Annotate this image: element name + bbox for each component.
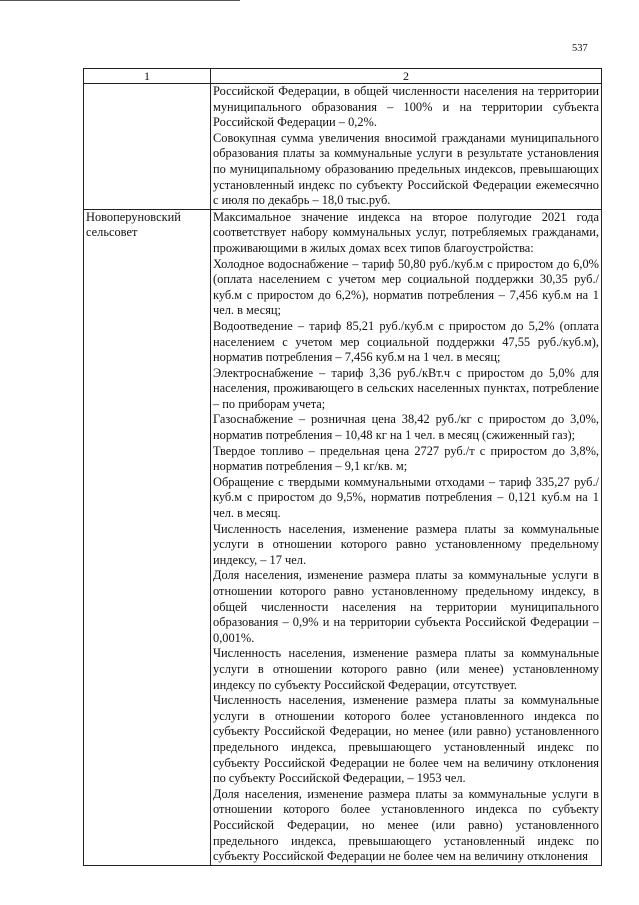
page-number: 537 bbox=[572, 43, 588, 54]
content-table bbox=[83, 68, 602, 866]
paragraph: Максимальное значение индекса на второе полугодие 2021 года соответствует набору коммунальных услуг, потребляемых гражданами, проживающими в жилых домах всех типов благоустройства: bbox=[213, 209, 599, 255]
column-header-1: 1 bbox=[84, 69, 211, 84]
paragraph: Численность населения, изменение размера платы за коммунальные услуги в отношении которого равно установленному предельному индексу, – 17 чел. bbox=[213, 521, 599, 567]
paragraph: Твердое топливо – предельная цена 2727 руб./т с приростом до 3,8%, норматив потребления – 9,1 кг/кв. м; bbox=[213, 443, 599, 474]
paragraph: Численность населения, изменение размера платы за коммунальные услуги в отношении которого равно (или менее) установленному индексу по субъекту Российской Федерации, отсутствует. bbox=[213, 646, 599, 692]
table-header-row bbox=[84, 69, 602, 84]
table-row bbox=[84, 209, 602, 865]
paragraph: Обращение с твердыми коммунальными отходами – тариф 335,27 руб./куб.м с приростом до 9,5%, норматив потребления – 0,121 куб.м на 1 чел. в месяц. bbox=[213, 474, 599, 521]
paragraph: Совокупная сумма увеличения вносимой гражданами муниципального образования платы за коммунальные услуги в результате установления по муниципальному образованию предельных индексов, превышающих установленный индекс по субъекту Российской Федерации ежемесячно с июля по декабрь – 18,0 тыс.руб. bbox=[213, 130, 599, 208]
row-description-cell bbox=[211, 84, 602, 210]
table-row bbox=[84, 84, 602, 210]
paragraph: Водоотведение – тариф 85,21 руб./куб.м с приростом до 5,2% (оплата населением с учетом мер социальной поддержки 47,55 руб./куб.м), норматив потребления – 7,456 куб.м на 1 чел. в месяц; bbox=[213, 318, 599, 365]
row-municipality-cell: Новоперуновский сельсовет bbox=[84, 209, 211, 865]
paragraph: Электроснабжение – тариф 3,36 руб./кВт.ч с приростом до 5,0% для населения, проживающего в сельских населенных пунктах, потребление – по приборам учета; bbox=[213, 365, 599, 411]
column-header-2: 2 bbox=[211, 69, 602, 84]
paragraph: Газоснабжение – розничная цена 38,42 руб./кг с приростом до 3,0%, норматив потребления – 10,48 кг на 1 чел. в месяц (сжиженный газ); bbox=[213, 412, 599, 443]
row-municipality-cell bbox=[84, 84, 211, 210]
paragraph: Доля населения, изменение размера платы за коммунальные услуги в отношении которого равно установленному предельному индексу, в общей численности населения на территории муниципального образования – 0,9% и на территории субъекта Российской Федерации – 0,001%. bbox=[213, 568, 599, 645]
paragraph: Доля населения, изменение размера платы за коммунальные услуги в отношении которого более установленного индекса по субъекту Российской Федерации, но менее (или равно) установленного предельного индекса, превышающего установленный индекс по субъекту Российской Федерации не более чем на величину отклонения bbox=[213, 786, 599, 864]
paragraph: Численность населения, изменение размера платы за коммунальные услуги в отношении которого более установленного индекса по субъекту Российской Федерации, но менее (или равно) установленного предельного индекса, превышающего установленный индекс по субъекту Российской Федерации не более чем на величину отклонения по субъекту Российской Федерации, – 1953 чел. bbox=[213, 693, 599, 786]
paragraph: Холодное водоснабжение – тариф 50,80 руб./куб.м с приростом до 6,0% (оплата населением с учетом мер социальной поддержки 30,35 руб./куб.м с приростом до 6,2%), норматив потребления – 7,456 куб.м на 1 чел. в месяц; bbox=[213, 256, 599, 318]
row-description-cell bbox=[211, 209, 602, 865]
paragraph: Российской Федерации, в общей численности населения на территории муниципального образования – 100% и на территории субъекта Российской Федерации – 0,2%. bbox=[213, 84, 599, 130]
top-rule bbox=[0, 0, 240, 1]
